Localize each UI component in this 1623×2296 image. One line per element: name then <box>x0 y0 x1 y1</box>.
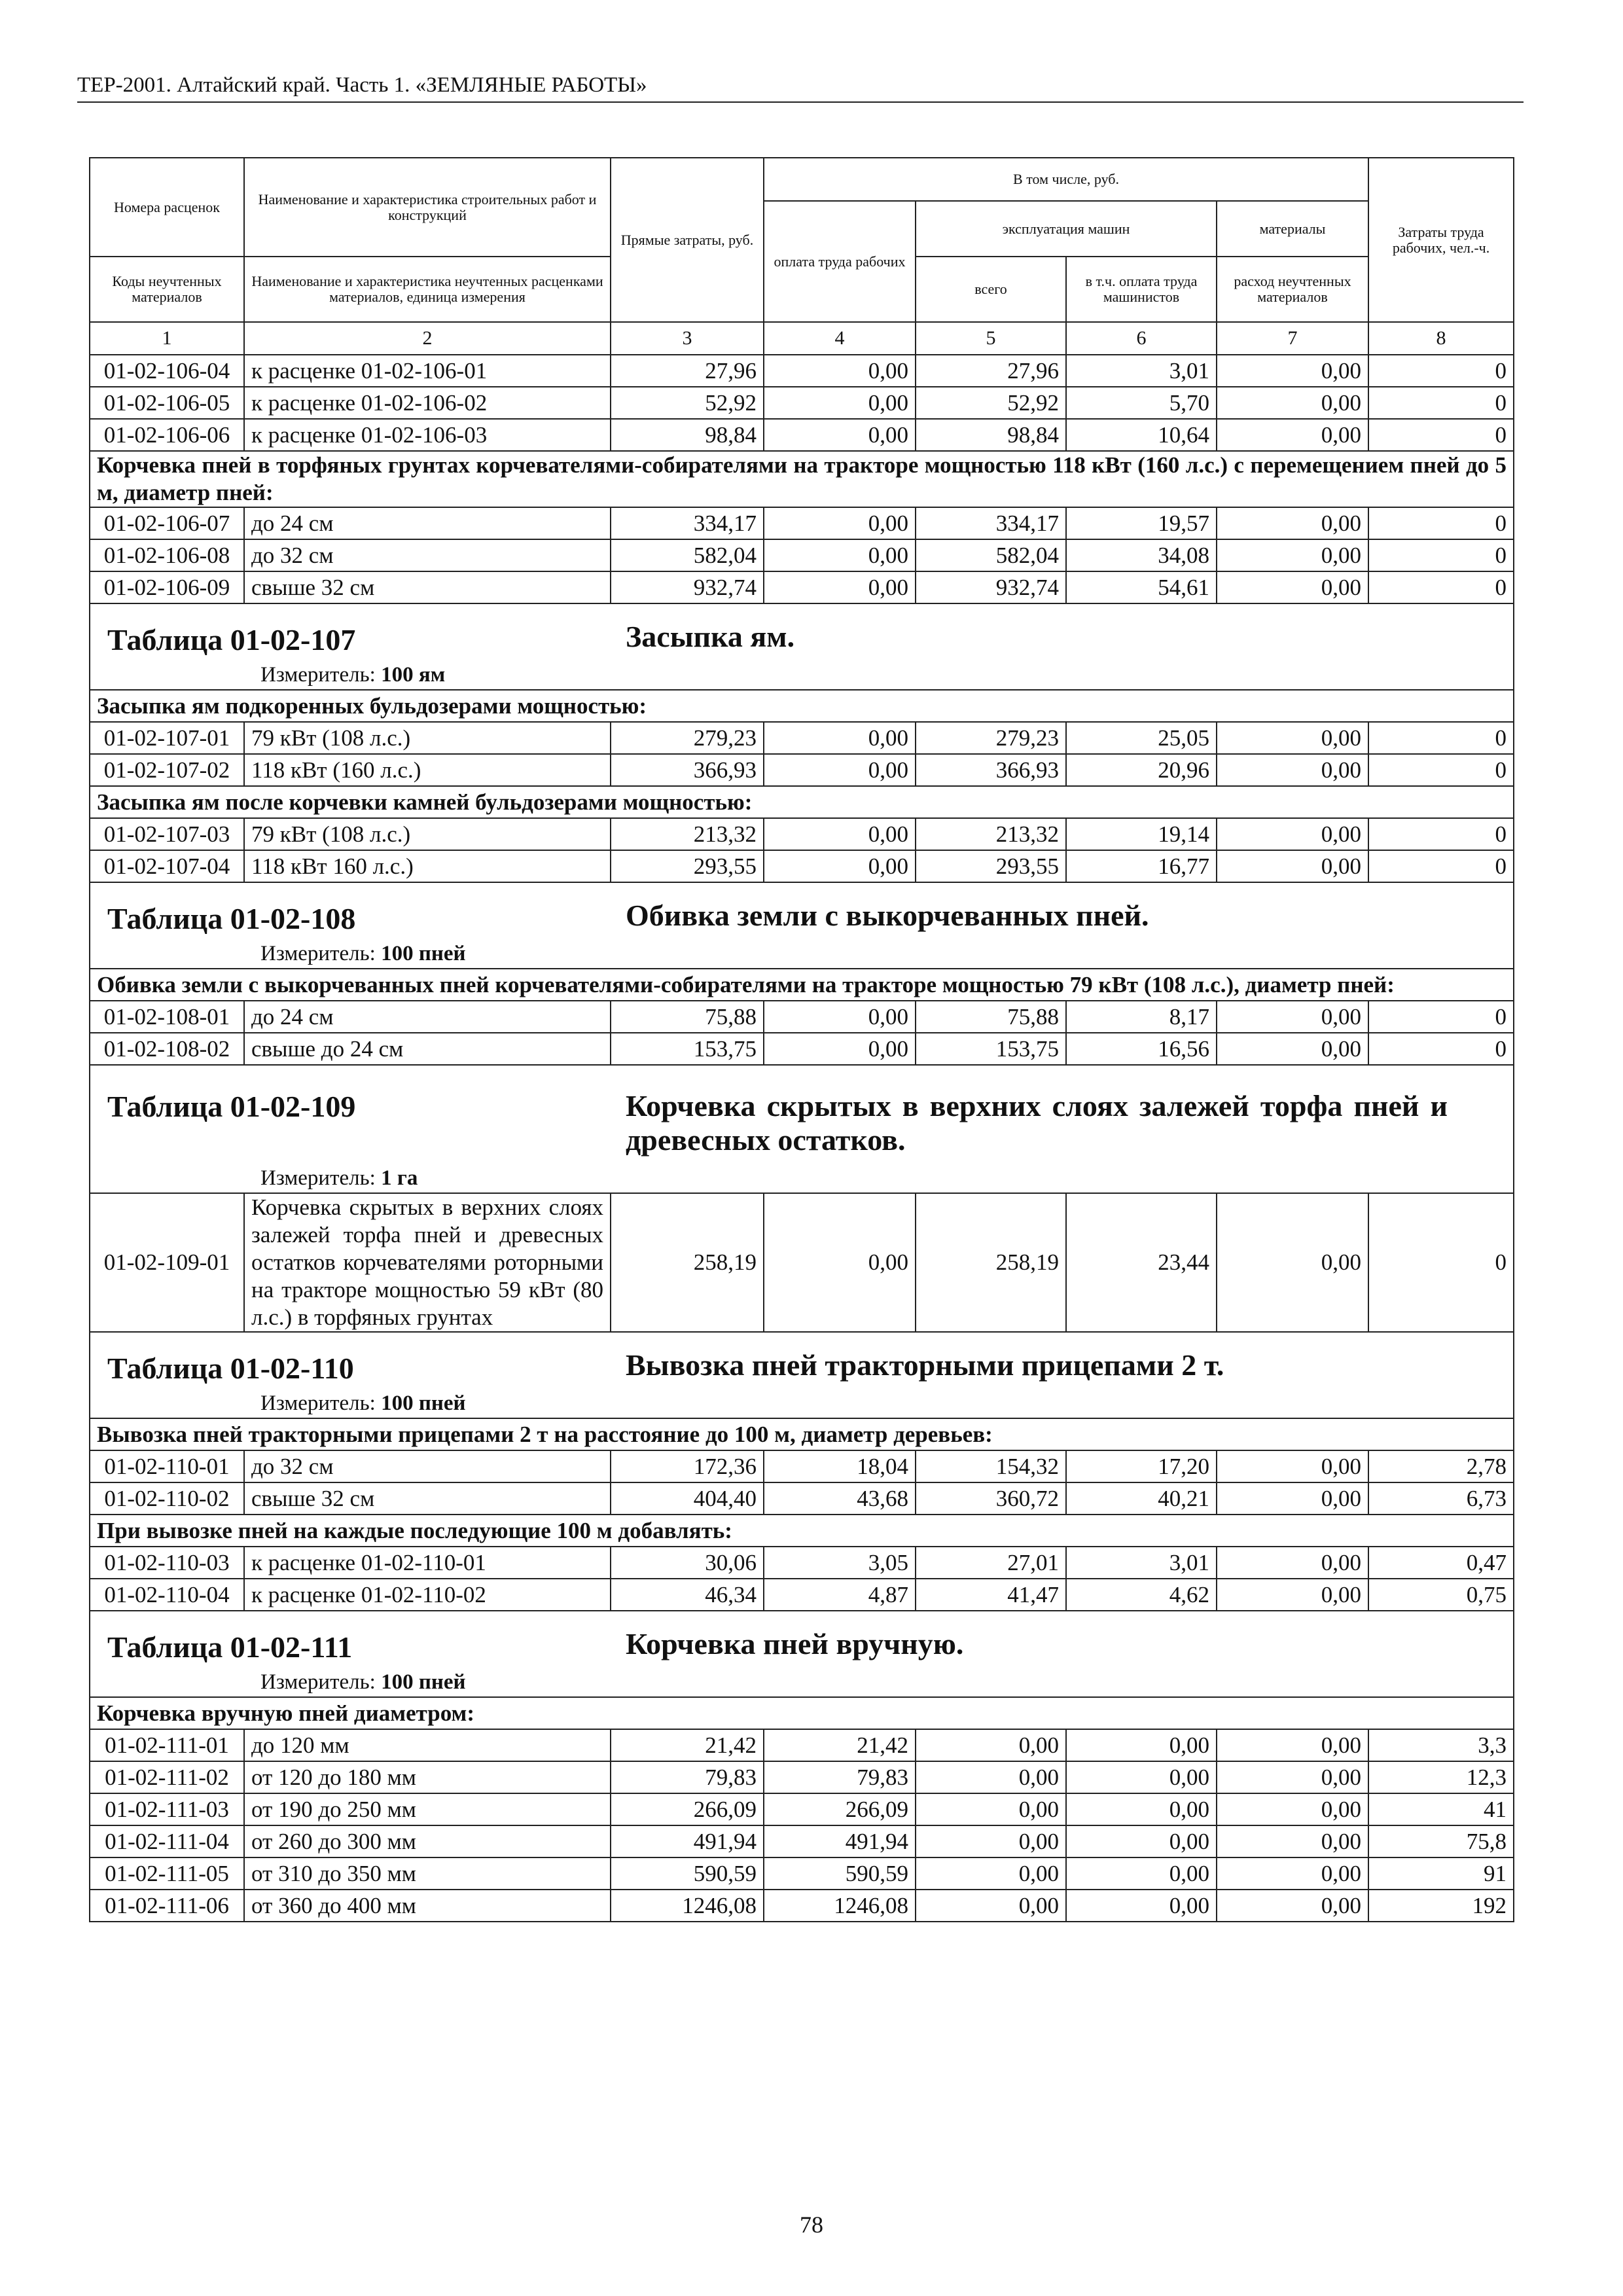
labor: 0 <box>1368 818 1514 850</box>
machines-total: 360,72 <box>916 1482 1066 1515</box>
materials: 0,00 <box>1217 722 1368 754</box>
rate-code: 01-02-111-01 <box>90 1729 244 1761</box>
materials: 0,00 <box>1217 419 1368 451</box>
machines-total: 0,00 <box>916 1825 1066 1857</box>
wages: 491,94 <box>764 1825 916 1857</box>
table-row <box>90 1482 1514 1515</box>
rate-name: к расценке 01-02-110-02 <box>244 1579 611 1611</box>
labor: 75,8 <box>1368 1825 1514 1857</box>
direct-costs: 582,04 <box>611 539 764 571</box>
materials: 0,00 <box>1217 1033 1368 1065</box>
direct-costs: 213,32 <box>611 818 764 850</box>
labor: 0 <box>1368 419 1514 451</box>
column-number: 2 <box>244 322 611 355</box>
table-row <box>90 1579 1514 1611</box>
labor: 0 <box>1368 850 1514 882</box>
section-heading: Вывозка пней тракторными прицепами 2 т на расстояние до 100 м, диаметр деревьев: <box>90 1418 1514 1450</box>
rate-name: свыше до 24 см <box>244 1033 611 1065</box>
machines-total: 258,19 <box>916 1193 1066 1332</box>
table-row <box>90 1547 1514 1579</box>
table-row <box>90 571 1514 603</box>
measure-unit: Измеритель: 100 пней <box>90 939 1514 969</box>
machines-total: 0,00 <box>916 1761 1066 1793</box>
labor: 0 <box>1368 571 1514 603</box>
direct-costs: 153,75 <box>611 1033 764 1065</box>
rate-name: от 190 до 250 мм <box>244 1793 611 1825</box>
machinists-wages: 17,20 <box>1066 1450 1217 1482</box>
rate-code: 01-02-106-04 <box>90 355 244 387</box>
machines-total: 154,32 <box>916 1450 1066 1482</box>
labor: 2,78 <box>1368 1450 1514 1482</box>
direct-costs: 1246,08 <box>611 1890 764 1922</box>
machines-total: 27,01 <box>916 1547 1066 1579</box>
rate-name: от 360 до 400 мм <box>244 1890 611 1922</box>
materials: 0,00 <box>1217 1579 1368 1611</box>
direct-costs: 98,84 <box>611 419 764 451</box>
col-rate-numbers: Номера расценок <box>90 158 244 257</box>
col-machines-total: всего <box>916 257 1066 322</box>
rate-code: 01-02-108-02 <box>90 1033 244 1065</box>
rate-code: 01-02-107-03 <box>90 818 244 850</box>
direct-costs: 21,42 <box>611 1729 764 1761</box>
table-row <box>90 1793 1514 1825</box>
rate-name: 118 кВт 160 л.с.) <box>244 850 611 882</box>
direct-costs: 932,74 <box>611 571 764 603</box>
materials: 0,00 <box>1217 507 1368 539</box>
machinists-wages: 0,00 <box>1066 1793 1217 1825</box>
wages: 18,04 <box>764 1450 916 1482</box>
materials: 0,00 <box>1217 1729 1368 1761</box>
table-row <box>90 1890 1514 1922</box>
direct-costs: 590,59 <box>611 1857 764 1890</box>
machines-total: 334,17 <box>916 507 1066 539</box>
col-unaccounted-names: Наименование и характеристика неучтенных расценками материалов, единица измерения <box>244 257 611 322</box>
machinists-wages: 54,61 <box>1066 571 1217 603</box>
machines-total: 0,00 <box>916 1857 1066 1890</box>
table-title: Корчевка пней вручную. <box>626 1627 964 1660</box>
rate-name: до 120 мм <box>244 1729 611 1761</box>
direct-costs: 79,83 <box>611 1761 764 1793</box>
table-row <box>90 419 1514 451</box>
materials: 0,00 <box>1217 1793 1368 1825</box>
rate-code: 01-02-110-01 <box>90 1450 244 1482</box>
machines-total: 52,92 <box>916 387 1066 419</box>
machinists-wages: 23,44 <box>1066 1193 1217 1332</box>
labor: 0,47 <box>1368 1547 1514 1579</box>
materials: 0,00 <box>1217 571 1368 603</box>
machinists-wages: 0,00 <box>1066 1857 1217 1890</box>
wages: 0,00 <box>764 754 916 786</box>
table-row <box>90 850 1514 882</box>
running-header: ТЕР-2001. Алтайский край. Часть 1. «ЗЕМЛЯНЫЕ РАБОТЫ» <box>77 73 1524 103</box>
machinists-wages: 25,05 <box>1066 722 1217 754</box>
direct-costs: 46,34 <box>611 1579 764 1611</box>
rate-code: 01-02-111-02 <box>90 1761 244 1793</box>
rate-name: от 260 до 300 мм <box>244 1825 611 1857</box>
materials: 0,00 <box>1217 355 1368 387</box>
labor: 91 <box>1368 1857 1514 1890</box>
machines-total: 279,23 <box>916 722 1066 754</box>
table-row <box>90 1033 1514 1065</box>
wages: 0,00 <box>764 571 916 603</box>
section-heading: Обивка земли с выкорчеванных пней корчевателями-собирателями на тракторе мощностью 79 кВт (108 л.с.), диаметр пней: <box>90 969 1514 1001</box>
materials: 0,00 <box>1217 1825 1368 1857</box>
wages: 1246,08 <box>764 1890 916 1922</box>
materials: 0,00 <box>1217 1890 1368 1922</box>
wages: 0,00 <box>764 1001 916 1033</box>
wages: 266,09 <box>764 1793 916 1825</box>
col-machines: эксплуатация машин <box>916 201 1217 257</box>
column-numbers-row <box>90 322 1514 355</box>
materials: 0,00 <box>1217 818 1368 850</box>
table-row <box>90 818 1514 850</box>
column-number: 3 <box>611 322 764 355</box>
table-row <box>90 355 1514 387</box>
rate-code: 01-02-111-06 <box>90 1890 244 1922</box>
col-including: В том числе, руб. <box>764 158 1368 201</box>
wages: 79,83 <box>764 1761 916 1793</box>
rate-name: свыше 32 см <box>244 571 611 603</box>
table-row <box>90 1761 1514 1793</box>
rate-code: 01-02-111-04 <box>90 1825 244 1857</box>
rate-code: 01-02-110-02 <box>90 1482 244 1515</box>
labor: 0 <box>1368 1001 1514 1033</box>
col-labor: Затраты труда рабочих, чел.-ч. <box>1368 158 1514 322</box>
machinists-wages: 3,01 <box>1066 355 1217 387</box>
materials: 0,00 <box>1217 1193 1368 1332</box>
wages: 0,00 <box>764 539 916 571</box>
rate-code: 01-02-110-04 <box>90 1579 244 1611</box>
rate-code: 01-02-111-03 <box>90 1793 244 1825</box>
machinists-wages: 34,08 <box>1066 539 1217 571</box>
rate-name: Корчевка скрытых в верхних слоях залежей торфа пней и древесных остатков корчевателями роторными на тракторе мощностью 59 кВт (80 л.с.) в торфяных грунтах <box>244 1193 611 1332</box>
col-unaccounted-codes: Коды неучтенных материалов <box>90 257 244 322</box>
rate-name: 79 кВт (108 л.с.) <box>244 818 611 850</box>
table-row <box>90 722 1514 754</box>
materials: 0,00 <box>1217 754 1368 786</box>
direct-costs: 75,88 <box>611 1001 764 1033</box>
table-row <box>90 1825 1514 1857</box>
wages: 0,00 <box>764 1033 916 1065</box>
rate-name: 118 кВт (160 л.с.) <box>244 754 611 786</box>
wages: 0,00 <box>764 419 916 451</box>
table-row <box>90 1450 1514 1482</box>
table-row <box>90 539 1514 571</box>
labor: 0 <box>1368 1193 1514 1332</box>
labor: 0 <box>1368 1033 1514 1065</box>
machinists-wages: 0,00 <box>1066 1729 1217 1761</box>
machinists-wages: 40,21 <box>1066 1482 1217 1515</box>
materials: 0,00 <box>1217 1001 1368 1033</box>
direct-costs: 491,94 <box>611 1825 764 1857</box>
table-row <box>90 1193 1514 1332</box>
measure-unit: Измеритель: 100 пней <box>90 1668 1514 1697</box>
section-heading: При вывозке пней на каждые последующие 100 м добавлять: <box>90 1515 1514 1547</box>
direct-costs: 30,06 <box>611 1547 764 1579</box>
direct-costs: 404,40 <box>611 1482 764 1515</box>
machinists-wages: 0,00 <box>1066 1890 1217 1922</box>
machinists-wages: 5,70 <box>1066 387 1217 419</box>
section-heading: Засыпка ям подкоренных бульдозерами мощностью: <box>90 690 1514 722</box>
wages: 0,00 <box>764 507 916 539</box>
machines-total: 153,75 <box>916 1033 1066 1065</box>
table-row <box>90 754 1514 786</box>
col-machinists-wages: в т.ч. оплата труда машинистов <box>1066 257 1217 322</box>
wages: 0,00 <box>764 355 916 387</box>
machines-total: 0,00 <box>916 1729 1066 1761</box>
labor: 0 <box>1368 754 1514 786</box>
materials: 0,00 <box>1217 387 1368 419</box>
rate-code: 01-02-106-08 <box>90 539 244 571</box>
section-heading: Корчевка пней в торфяных грунтах корчевателями-собирателями на тракторе мощностью 118 кВт (160 л.с.) с перемещением пней до 5 м, диаметр пней: <box>90 451 1514 507</box>
machinists-wages: 0,00 <box>1066 1825 1217 1857</box>
materials: 0,00 <box>1217 1547 1368 1579</box>
machinists-wages: 19,57 <box>1066 507 1217 539</box>
materials: 0,00 <box>1217 1450 1368 1482</box>
direct-costs: 172,36 <box>611 1450 764 1482</box>
machinists-wages: 10,64 <box>1066 419 1217 451</box>
column-number: 5 <box>916 322 1066 355</box>
table-label: Таблица 01-02-107 <box>107 623 356 656</box>
wages: 21,42 <box>764 1729 916 1761</box>
labor: 0 <box>1368 722 1514 754</box>
rate-code: 01-02-107-02 <box>90 754 244 786</box>
table-row <box>90 387 1514 419</box>
wages: 4,87 <box>764 1579 916 1611</box>
rate-code: 01-02-111-05 <box>90 1857 244 1890</box>
table-row <box>90 1857 1514 1890</box>
column-number: 6 <box>1066 322 1217 355</box>
direct-costs: 27,96 <box>611 355 764 387</box>
wages: 0,00 <box>764 387 916 419</box>
table-row <box>90 507 1514 539</box>
machines-total: 213,32 <box>916 818 1066 850</box>
rate-name: от 120 до 180 мм <box>244 1761 611 1793</box>
labor: 41 <box>1368 1793 1514 1825</box>
machines-total: 98,84 <box>916 419 1066 451</box>
rate-name: к расценке 01-02-106-01 <box>244 355 611 387</box>
machines-total: 75,88 <box>916 1001 1066 1033</box>
wages: 0,00 <box>764 850 916 882</box>
rate-code: 01-02-106-07 <box>90 507 244 539</box>
machinists-wages: 16,56 <box>1066 1033 1217 1065</box>
col-materials: материалы <box>1217 201 1368 257</box>
machinists-wages: 8,17 <box>1066 1001 1217 1033</box>
machinists-wages: 4,62 <box>1066 1579 1217 1611</box>
machines-total: 366,93 <box>916 754 1066 786</box>
col-unaccounted-expense: расход неучтенных материалов <box>1217 257 1368 322</box>
labor: 0,75 <box>1368 1579 1514 1611</box>
labor: 192 <box>1368 1890 1514 1922</box>
machines-total: 293,55 <box>916 850 1066 882</box>
rate-code: 01-02-106-09 <box>90 571 244 603</box>
machines-total: 582,04 <box>916 539 1066 571</box>
machinists-wages: 20,96 <box>1066 754 1217 786</box>
direct-costs: 258,19 <box>611 1193 764 1332</box>
rate-code: 01-02-107-01 <box>90 722 244 754</box>
rate-name: 79 кВт (108 л.с.) <box>244 722 611 754</box>
rates-table <box>89 157 1514 1922</box>
table-title: Корчевка скрытых в верхних слоях залежей торфа пней и древесных остатков. <box>626 1089 1448 1157</box>
rate-code: 01-02-106-06 <box>90 419 244 451</box>
materials: 0,00 <box>1217 1761 1368 1793</box>
table-label: Таблица 01-02-109 <box>107 1090 356 1123</box>
table-label: Таблица 01-02-110 <box>107 1352 354 1385</box>
measure-unit: Измеритель: 100 ям <box>90 660 1514 690</box>
machinists-wages: 16,77 <box>1066 850 1217 882</box>
measure-unit: Измеритель: 100 пней <box>90 1389 1514 1418</box>
direct-costs: 279,23 <box>611 722 764 754</box>
materials: 0,00 <box>1217 850 1368 882</box>
section-heading: Засыпка ям после корчевки камней бульдозерами мощностью: <box>90 786 1514 818</box>
direct-costs: 334,17 <box>611 507 764 539</box>
labor: 0 <box>1368 507 1514 539</box>
labor: 6,73 <box>1368 1482 1514 1515</box>
materials: 0,00 <box>1217 1857 1368 1890</box>
wages: 0,00 <box>764 722 916 754</box>
direct-costs: 293,55 <box>611 850 764 882</box>
labor: 12,3 <box>1368 1761 1514 1793</box>
rate-name: свыше 32 см <box>244 1482 611 1515</box>
machines-total: 41,47 <box>916 1579 1066 1611</box>
machines-total: 0,00 <box>916 1793 1066 1825</box>
rate-name: до 24 см <box>244 507 611 539</box>
rate-name: до 32 см <box>244 1450 611 1482</box>
table-row <box>90 1729 1514 1761</box>
wages: 0,00 <box>764 818 916 850</box>
materials: 0,00 <box>1217 539 1368 571</box>
direct-costs: 266,09 <box>611 1793 764 1825</box>
column-number: 8 <box>1368 322 1514 355</box>
table-title: Обивка земли с выкорчеванных пней. <box>626 899 1149 932</box>
direct-costs: 52,92 <box>611 387 764 419</box>
wages: 0,00 <box>764 1193 916 1332</box>
measure-unit: Измеритель: 1 га <box>90 1164 1514 1193</box>
labor: 0 <box>1368 387 1514 419</box>
machinists-wages: 19,14 <box>1066 818 1217 850</box>
column-number: 7 <box>1217 322 1368 355</box>
col-wages: оплата труда рабочих <box>764 201 916 322</box>
rate-code: 01-02-109-01 <box>90 1193 244 1332</box>
table-label: Таблица 01-02-108 <box>107 902 356 935</box>
machinists-wages: 3,01 <box>1066 1547 1217 1579</box>
rate-name: к расценке 01-02-106-03 <box>244 419 611 451</box>
table-label: Таблица 01-02-111 <box>107 1630 353 1664</box>
rate-name: до 24 см <box>244 1001 611 1033</box>
wages: 43,68 <box>764 1482 916 1515</box>
machines-total: 27,96 <box>916 355 1066 387</box>
table-row <box>90 1001 1514 1033</box>
wages: 3,05 <box>764 1547 916 1579</box>
table-title: Засыпка ям. <box>626 620 795 653</box>
labor: 3,3 <box>1368 1729 1514 1761</box>
page-number: 78 <box>800 2212 823 2238</box>
wages: 590,59 <box>764 1857 916 1890</box>
col-direct-costs: Прямые затраты, руб. <box>611 158 764 322</box>
rate-name: до 32 см <box>244 539 611 571</box>
labor: 0 <box>1368 355 1514 387</box>
direct-costs: 366,93 <box>611 754 764 786</box>
labor: 0 <box>1368 539 1514 571</box>
rate-code: 01-02-108-01 <box>90 1001 244 1033</box>
rate-code: 01-02-107-04 <box>90 850 244 882</box>
rate-name: к расценке 01-02-110-01 <box>244 1547 611 1579</box>
materials: 0,00 <box>1217 1482 1368 1515</box>
rate-name: к расценке 01-02-106-02 <box>244 387 611 419</box>
rate-name: от 310 до 350 мм <box>244 1857 611 1890</box>
rate-code: 01-02-110-03 <box>90 1547 244 1579</box>
rate-code: 01-02-106-05 <box>90 387 244 419</box>
machines-total: 932,74 <box>916 571 1066 603</box>
col-work-name: Наименование и характеристика строительных работ и конструкций <box>244 158 611 257</box>
column-number: 4 <box>764 322 916 355</box>
column-number: 1 <box>90 322 244 355</box>
table-title: Вывозка пней тракторными прицепами 2 т. <box>626 1348 1224 1382</box>
machines-total: 0,00 <box>916 1890 1066 1922</box>
section-heading: Корчевка вручную пней диаметром: <box>90 1697 1514 1729</box>
machinists-wages: 0,00 <box>1066 1761 1217 1793</box>
